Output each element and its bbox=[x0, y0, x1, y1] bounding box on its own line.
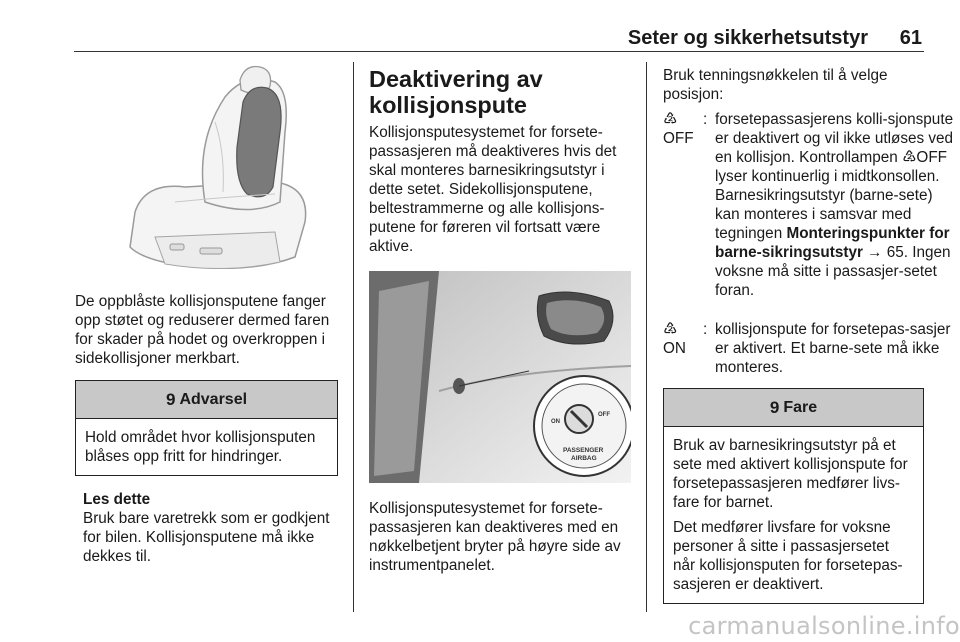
warning-icon: 9 bbox=[165, 389, 176, 409]
danger-text-1: Bruk av barnesikringsutstyr på et sete med aktivert kollisjonspute for forsetepassasjeren medfører livs-fare for barnet. bbox=[673, 437, 908, 511]
section-heading: Deaktivering av kollisjonspute bbox=[369, 66, 543, 118]
note-title: Les dette bbox=[83, 491, 151, 508]
left-column bbox=[75, 62, 340, 566]
seat-illustration bbox=[75, 62, 340, 277]
term-on: ♴ ON : kollisjonspute for forsetepas-sasjer er aktivert. Et barne-sete må ikke monteres. bbox=[663, 320, 953, 380]
switch-airbag-label: AIRBAG bbox=[571, 455, 597, 462]
danger-box-header bbox=[664, 389, 923, 427]
side-airbag-shape bbox=[237, 87, 281, 197]
middle-paragraph-2: Kollisjonsputesystemet for forsete-passasjeren kan deaktiveres med en nøkkelbetjent bryter på høyre side av instrumentpanelet. bbox=[369, 500, 621, 574]
middle-column bbox=[369, 66, 634, 575]
passenger-airbag-off-icon: ♴ bbox=[663, 111, 678, 128]
airbag-switch-photo bbox=[369, 271, 631, 483]
passenger-airbag-on-icon: ♴ bbox=[663, 321, 678, 338]
page-ref-arrow-icon: → bbox=[862, 244, 883, 261]
warning-box bbox=[75, 380, 338, 476]
page-number: 61 bbox=[899, 27, 922, 49]
page-header-title: Seter og sikkerhetsutstyr bbox=[627, 27, 868, 49]
term-off-label: OFF bbox=[663, 130, 694, 147]
warning-box-header bbox=[76, 381, 337, 419]
column-divider-1 bbox=[353, 62, 354, 612]
note-text: Bruk bare varetrekk som er godkjent for bilen. Kollisjonsputene må ikke dekkes til. bbox=[83, 510, 330, 565]
term-off: ♴ OFF : forsetepassasjerens kolli-sjonspute er deaktivert og vil ikke utløses ved en kollisjon. Kontrollampen ♴OFF lyser kontinuerlig i midtkonsollen. Barnesikringsutstyr (barne-sete) kan monteres i samsvar med tegningen Monteringspunkter for barne-sikringsutstyr → 65. Ingen voksne må sitte i passasjer-setet foran. bbox=[663, 111, 954, 299]
cross-reference-link[interactable]: Monteringspunkter for barne-sikringsutstyr bbox=[715, 225, 950, 261]
term-off-definition: forsetepassasjerens kolli-sjonspute er deaktivert og vil ikke utløses ved en kollisjon. Kontrollampen ♴OFF lyser kontinuerlig i midtkonsollen. Barnesikringsutstyr (barne-sete) kan monteres i samsvar med tegningen Monteringspunkter for barne-sikringsutstyr → 65. Ingen voksne må sitte i passasjer-setet foran. bbox=[715, 111, 954, 299]
switch-off-label: OFF bbox=[598, 412, 610, 418]
danger-text-2: Det medfører livsfare for voksne personer å sitte i passasjersetet når kollisjonsputen for forsetepas-sasjeren er deaktivert. bbox=[673, 519, 903, 593]
right-column bbox=[663, 66, 954, 606]
left-paragraph: De oppblåste kollisjonsputene fanger opp støtet og reduserer dermed faren for skader på hodet og overkroppen i sidekollisjoner merkbart. bbox=[75, 293, 330, 367]
danger-title: Fare bbox=[783, 398, 818, 416]
term-on-definition: kollisjonspute for forsetepas-sasjer er aktivert. Et barne-sete må ikke monteres. bbox=[715, 321, 951, 376]
header-divider bbox=[74, 51, 924, 52]
term-on-label: ON bbox=[663, 340, 686, 357]
middle-paragraph-1: Kollisjonsputesystemet for forsete-passasjeren må deaktiveres hvis det skal monteres barnesikringsutstyr i dette setet. Sidekollisjonsputene, beltestrammerne og alle kollisjons-putene for føreren vil fortsatt være aktive. bbox=[369, 124, 617, 255]
watermark: carmanualsonline.info bbox=[688, 612, 960, 640]
warning-text: Hold området hvor kollisjonsputen blåses opp fritt for hindringer. bbox=[85, 429, 316, 465]
passenger-airbag-off-lamp-icon: ♴ bbox=[902, 149, 917, 166]
danger-box bbox=[663, 388, 924, 604]
danger-icon: 9 bbox=[769, 397, 780, 417]
switch-on-label: ON bbox=[551, 419, 560, 425]
warning-title: Advarsel bbox=[179, 390, 248, 408]
switch-passenger-label: PASSENGER bbox=[563, 447, 604, 454]
right-intro: Bruk tenningsnøkkelen til å velge posisjon: bbox=[663, 67, 888, 103]
column-divider-2 bbox=[646, 62, 647, 612]
